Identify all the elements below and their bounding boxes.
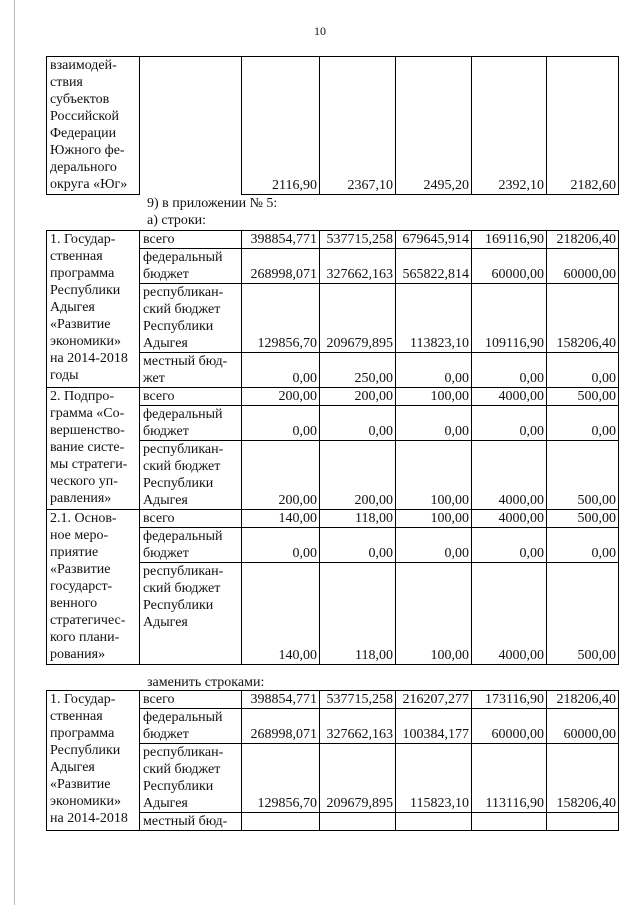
value-cell bbox=[242, 813, 320, 831]
value-cell: 0,00 bbox=[396, 353, 472, 388]
value-cell: 0,00 bbox=[472, 528, 547, 563]
value-cell: 129856,70 bbox=[242, 284, 320, 353]
funding-source: республикан- ский бюджет Республики Адыгея bbox=[140, 563, 242, 665]
scan-left-edge bbox=[0, 0, 14, 905]
value-cell: 100384,177 bbox=[396, 709, 472, 744]
funding-source: местный бюд- жет bbox=[140, 353, 242, 388]
value-cell: 100,00 bbox=[396, 510, 472, 528]
value-cell: 200,00 bbox=[320, 388, 396, 406]
value-cell: 209679,895 bbox=[320, 284, 396, 353]
value-cell: 500,00 bbox=[547, 388, 619, 406]
funding-source: местный бюд- bbox=[140, 813, 242, 831]
continuation-row bbox=[47, 57, 619, 195]
value-cell bbox=[320, 813, 396, 831]
value-cell: 209679,895 bbox=[320, 744, 396, 813]
value-cell: 268998,071 bbox=[242, 249, 320, 284]
value-cell: 216207,277 bbox=[396, 691, 472, 709]
funding-source: всего bbox=[140, 691, 242, 709]
value-cell: 2392,10 bbox=[472, 57, 547, 195]
value-cell: 327662,163 bbox=[320, 249, 396, 284]
value-cell: 4000,00 bbox=[472, 510, 547, 528]
value-cell: 115823,10 bbox=[396, 744, 472, 813]
value-cell: 218206,40 bbox=[547, 691, 619, 709]
value-cell: 200,00 bbox=[242, 388, 320, 406]
value-cell: 158206,40 bbox=[547, 284, 619, 353]
funding-source: федеральный бюджет bbox=[140, 406, 242, 441]
replace-label: заменить строками: bbox=[147, 675, 265, 690]
table-b bbox=[46, 690, 619, 831]
value-cell: 118,00 bbox=[320, 563, 396, 665]
value-cell: 565822,814 bbox=[396, 249, 472, 284]
value-cell: 158206,40 bbox=[547, 744, 619, 813]
value-cell bbox=[547, 813, 619, 831]
value-cell: 60000,00 bbox=[472, 709, 547, 744]
value-cell: 60000,00 bbox=[547, 709, 619, 744]
funding-source: федеральный бюджет bbox=[140, 528, 242, 563]
value-cell: 60000,00 bbox=[472, 249, 547, 284]
value-cell: 4000,00 bbox=[472, 563, 547, 665]
funding-source: всего bbox=[140, 231, 242, 249]
value-cell: 500,00 bbox=[547, 563, 619, 665]
program-name: 1. Государ- ственная программа Республики Адыгея «Развитие экономики» на 2014-2018 годы bbox=[47, 231, 140, 388]
value-cell: 268998,071 bbox=[242, 709, 320, 744]
value-cell: 327662,163 bbox=[320, 709, 396, 744]
scan-edge-line bbox=[14, 0, 15, 905]
program-name: 2.1. Основ- ное меро- приятие «Развитие государст- венного стратегичес- кого плани- рования» bbox=[47, 510, 140, 665]
funding-source: федеральный бюджет bbox=[140, 709, 242, 744]
value-cell: 0,00 bbox=[547, 353, 619, 388]
value-cell: 4000,00 bbox=[472, 441, 547, 510]
value-cell: 0,00 bbox=[242, 406, 320, 441]
value-cell bbox=[472, 813, 547, 831]
value-cell: 250,00 bbox=[320, 353, 396, 388]
value-cell: 0,00 bbox=[472, 353, 547, 388]
value-cell: 2495,20 bbox=[396, 57, 472, 195]
value-cell bbox=[396, 813, 472, 831]
value-cell: 113823,10 bbox=[396, 284, 472, 353]
value-cell: 500,00 bbox=[547, 510, 619, 528]
table-a bbox=[46, 230, 619, 665]
value-cell: 200,00 bbox=[320, 441, 396, 510]
continuation-name: взаимодей- ствия субъектов Российской Федерации Южного фе- дерального округа «Юг» bbox=[47, 57, 140, 195]
funding-source: республикан- ский бюджет Республики Адыгея bbox=[140, 284, 242, 353]
table-row bbox=[47, 510, 619, 528]
funding-source: всего bbox=[140, 510, 242, 528]
value-cell: 140,00 bbox=[242, 563, 320, 665]
value-cell: 0,00 bbox=[547, 406, 619, 441]
value-cell: 0,00 bbox=[320, 406, 396, 441]
table-row bbox=[47, 231, 619, 249]
value-cell: 200,00 bbox=[242, 441, 320, 510]
value-cell: 500,00 bbox=[547, 441, 619, 510]
value-cell: 129856,70 bbox=[242, 744, 320, 813]
value-cell: 100,00 bbox=[396, 388, 472, 406]
value-cell: 169116,90 bbox=[472, 231, 547, 249]
value-cell: 0,00 bbox=[242, 528, 320, 563]
table-row bbox=[47, 691, 619, 709]
value-cell: 140,00 bbox=[242, 510, 320, 528]
value-cell: 0,00 bbox=[320, 528, 396, 563]
value-cell: 218206,40 bbox=[547, 231, 619, 249]
value-cell: 2116,90 bbox=[242, 57, 320, 195]
funding-source: федеральный бюджет bbox=[140, 249, 242, 284]
value-cell: 537715,258 bbox=[320, 231, 396, 249]
value-cell: 118,00 bbox=[320, 510, 396, 528]
value-cell: 0,00 bbox=[472, 406, 547, 441]
value-cell: 398854,771 bbox=[242, 691, 320, 709]
value-cell: 2367,10 bbox=[320, 57, 396, 195]
value-cell: 113116,90 bbox=[472, 744, 547, 813]
value-cell: 398854,771 bbox=[242, 231, 320, 249]
value-cell: 60000,00 bbox=[547, 249, 619, 284]
value-cell: 0,00 bbox=[242, 353, 320, 388]
value-cell: 173116,90 bbox=[472, 691, 547, 709]
value-cell: 100,00 bbox=[396, 563, 472, 665]
value-cell: 537715,258 bbox=[320, 691, 396, 709]
value-cell: 100,00 bbox=[396, 441, 472, 510]
funding-source: республикан- ский бюджет Республики Адыгея bbox=[140, 744, 242, 813]
table-row bbox=[47, 388, 619, 406]
funding-source: республикан- ский бюджет Республики Адыгея bbox=[140, 441, 242, 510]
paragraph-a: а) строки: bbox=[147, 213, 207, 228]
value-cell: 679645,914 bbox=[396, 231, 472, 249]
value-cell: 4000,00 bbox=[472, 388, 547, 406]
value-cell: 109116,90 bbox=[472, 284, 547, 353]
continuation-table bbox=[46, 56, 619, 195]
funding-source: всего bbox=[140, 388, 242, 406]
paragraph-9: 9) в приложении № 5: bbox=[147, 196, 278, 211]
value-cell: 0,00 bbox=[547, 528, 619, 563]
value-cell: 2182,60 bbox=[547, 57, 619, 195]
program-name: 2. Подпро- грамма «Со- вершенство- вание систе- мы стратеги- ческого уп- равления» bbox=[47, 388, 140, 510]
value-cell: 0,00 bbox=[396, 528, 472, 563]
page-number: 10 bbox=[314, 24, 326, 38]
program-name: 1. Государ- ственная программа Республики Адыгея «Развитие экономики» на 2014-2018 bbox=[47, 691, 140, 831]
value-cell: 0,00 bbox=[396, 406, 472, 441]
